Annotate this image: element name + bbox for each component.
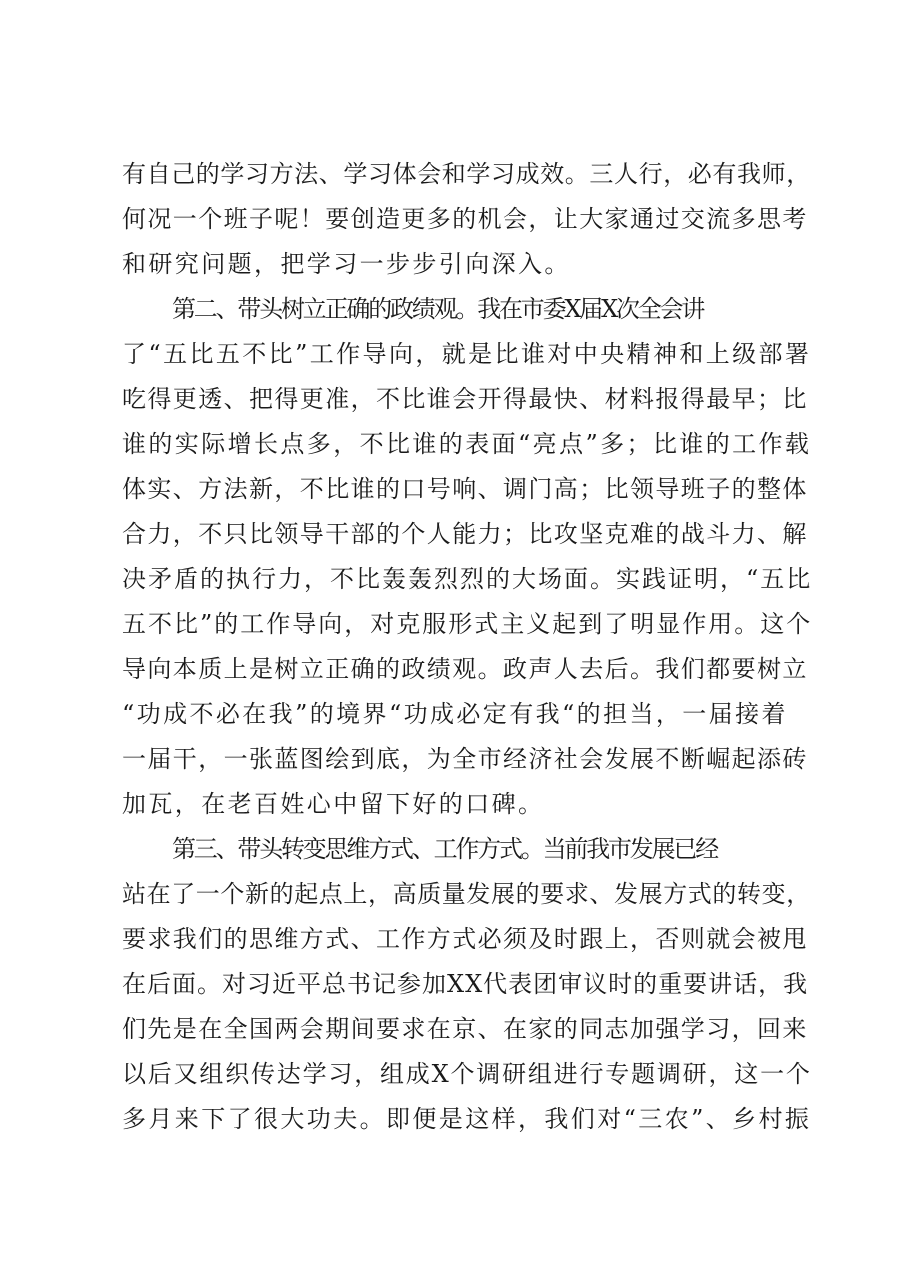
text-line: 了“五比五不比”工作导向，就是比谁对中央精神和上级部署 xyxy=(122,340,812,368)
text-line: 们先是在全国两会期间要求在京、在家的同志加强学习，回来 xyxy=(122,1015,808,1043)
text-line: 站在了一个新的起点上，高质量发展的要求、发展方式的转变， xyxy=(122,880,811,908)
text-line: 何况一个班子呢！要创造更多的机会，让大家通过交流多思考 xyxy=(122,205,808,233)
text-line: 有自己的学习方法、学习体会和学习成效。三人行，必有我师， xyxy=(122,160,811,188)
text-line: 导向本质上是树立正确的政绩观。政声人去后。我们都要树立 xyxy=(122,655,808,683)
text-line: 五不比”的工作导向，对克服形式主义起到了明显作用。这个 xyxy=(122,610,813,638)
text-line: 要求我们的思维方式、工作方式必须及时跟上，否则就会被甩 xyxy=(122,925,808,953)
text-line: 在后面。对习近平总书记参加XX代表团审议时的重要讲话，我 xyxy=(122,970,809,998)
text-line: 多月来下了很大功夫。即便是这样，我们对“三农”、乡村振 xyxy=(122,1105,812,1133)
paragraph-start-line: 第三、带头转变思维方式、工作方式。当前我市发展已经 xyxy=(172,835,717,863)
text-line: 吃得更透、把得更准，不比谁会开得最快、材料报得最早；比 xyxy=(122,385,808,413)
text-line: 合力，不只比领导干部的个人能力；比攻坚克难的战斗力、解 xyxy=(122,520,808,548)
text-line: 决矛盾的执行力，不比轰轰烈烈的大场面。实践证明，“五比 xyxy=(122,565,813,593)
text-line: “功成不必在我”的境界“功成必定有我“的担当，一届接着 xyxy=(122,700,788,728)
paragraph-start-line: 第二、带头树立正确的政绩观。我在市委X届X次全会讲 xyxy=(172,295,704,323)
text-line: 体实、方法新，不比谁的口号响、调门高；比领导班子的整体 xyxy=(122,475,808,503)
text-line: 谁的实际增长点多，不比谁的表面“亮点”多；比谁的工作载 xyxy=(122,430,812,458)
text-line: 加瓦，在老百姓心中留下好的口碑。 xyxy=(122,790,545,818)
text-line: 以后又组织传达学习，组成X个调研组进行专题调研，这一个 xyxy=(122,1060,812,1088)
text-line: 一届干，一张蓝图绘到底，为全市经济社会发展不断崛起添砖 xyxy=(122,745,808,773)
text-line: 和研究问题，把学习一步步引向深入。 xyxy=(122,250,571,278)
